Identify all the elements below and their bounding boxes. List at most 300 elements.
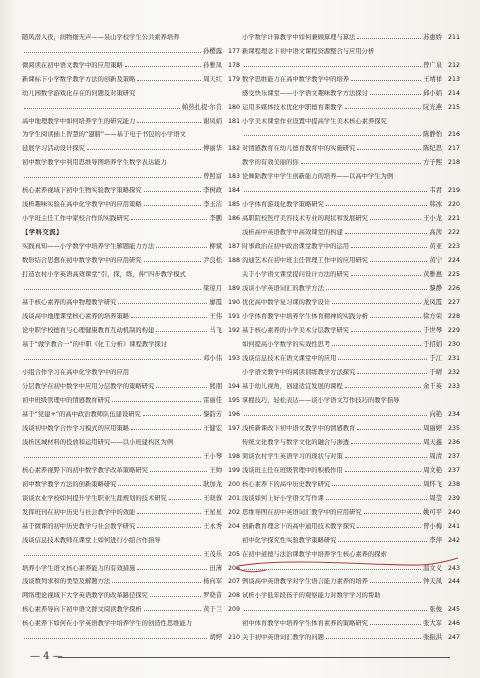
toc-entry-title: 优化高中数学复习课的教学设计: [242, 299, 331, 307]
leader-dots: [326, 205, 428, 206]
toc-entry-title: 基于核心素养的小学美术分层教学研究: [242, 327, 350, 335]
toc-entry-title: 如何提高小学数学的实效性思考: [242, 341, 331, 348]
toc-entry-title: 核心素养下的高中历史教学研究: [242, 480, 331, 488]
toc-entry: [242, 463, 460, 474]
leader-dots: [156, 247, 207, 248]
toc-entry-page: 202: [227, 508, 240, 516]
toc-entry-author: 余千英: [423, 382, 442, 390]
toc-entry: [242, 337, 460, 348]
leader-dots: [332, 345, 421, 346]
toc-entry: [242, 44, 460, 55]
toc-entry: [242, 407, 460, 418]
toc-entry-page: 209: [227, 606, 240, 614]
toc-entry-author: 王小龙: [423, 215, 442, 223]
leader-dots: [112, 401, 201, 402]
toc-entry: [242, 519, 460, 530]
toc-entry-title: 高中地理教学中如何培养学生的研究能力: [22, 117, 136, 125]
toc-entry-page: 177: [227, 47, 240, 55]
toc-entry-author: 王星星: [203, 508, 222, 516]
toc-entry-author: 周清: [429, 452, 442, 460]
toc-entry-page: 199: [227, 466, 240, 474]
toc-entry-title: 时事政治在初中政治课堂教学中的运用: [242, 243, 350, 251]
leader-dots: [370, 261, 427, 262]
toc-entry: [242, 170, 460, 181]
leader-dots: [156, 387, 207, 388]
toc-entry-page: 230: [447, 341, 460, 348]
toc-entry-page: 241: [447, 522, 460, 530]
toc-entry-author: 邓小伟: [203, 354, 222, 362]
toc-entry-title: 在初中道德与法治课教学中培养学生核心素养的探索: [242, 550, 387, 558]
toc-entry-author: 张大军: [423, 620, 442, 628]
toc-entry-author: 黄于兰: [203, 606, 222, 614]
toc-entry-title: 初中数学教学中利用思维导图培养学生数学表达能力: [22, 159, 167, 167]
leader-dots: [357, 149, 421, 150]
toc-entry-author: 田薄: [209, 564, 222, 572]
toc-entry-author: 周文艳: [423, 466, 442, 474]
leader-dots: [144, 205, 201, 206]
toc-entry: [22, 198, 240, 209]
toc-entry-title: 浅谈班主任在班级管理中的积极作用: [242, 466, 343, 474]
toc-entry: [242, 449, 460, 460]
leader-dots: [326, 289, 428, 290]
toc-entry-title: 基于微课的初中历史教学与社会教学研究: [22, 522, 136, 530]
toc-entry: [22, 547, 240, 558]
leader-dots: [137, 569, 207, 570]
toc-entry-title: 【学科交流】: [22, 229, 63, 237]
toc-entry: [242, 267, 460, 278]
leader-dots: [345, 108, 421, 109]
toc-entry: [242, 379, 460, 390]
leader-dots: [345, 457, 428, 458]
toc-entry-author: 姚可平: [423, 508, 442, 516]
leader-dots: [370, 624, 421, 625]
leader-dots: [131, 317, 207, 318]
toc-entry-author: 龙凤霞: [423, 299, 442, 307]
toc-entry: [242, 58, 460, 69]
leader-dots: [24, 177, 201, 178]
toc-entry-author: 张俊: [429, 606, 442, 614]
toc-entry-page: 205: [227, 550, 240, 558]
toc-entry-author: 于晴: [429, 368, 442, 376]
leader-dots: [338, 541, 427, 542]
toc-entry-author: 李萍: [429, 536, 442, 544]
toc-entry-title: 浅析趣味实验在高中化学教学中的应用策略: [22, 201, 142, 209]
toc-entry-page: 211: [447, 33, 460, 41]
leader-dots: [357, 527, 421, 528]
leader-dots: [351, 247, 427, 248]
toc-entry-author: 曾广泉: [423, 61, 442, 69]
toc-entry: [22, 323, 240, 334]
leader-dots: [125, 66, 201, 67]
toc-entry-page: 223: [447, 243, 460, 251]
toc-entry-title: 关于初中英语词汇教学的问题: [242, 634, 324, 642]
toc-entry: [242, 72, 460, 83]
toc-entry-title: 浅谈小学英语词汇的教学方法: [242, 285, 324, 293]
toc-entry-title: 初中数学教学方法的创新策略研究: [22, 480, 117, 488]
toc-entry-author: 周天红: [203, 75, 222, 83]
toc-entry-page: 214: [447, 89, 460, 97]
toc-entry-author: 高茜: [429, 229, 442, 237]
toc-entry: [242, 240, 460, 251]
toc-entry-page: 218: [447, 159, 460, 167]
toc-entry-title: 传统文化教学与数学文化的融合与渗透: [242, 438, 350, 446]
toc-entry-page: 238: [447, 480, 460, 488]
toc-entry: [242, 309, 460, 320]
leader-dots: [326, 638, 421, 639]
toc-entry: [22, 561, 240, 572]
toc-entry-page: 217: [447, 145, 460, 153]
toc-entry: [22, 435, 240, 446]
toc-entry: [22, 589, 240, 600]
handwritten-underline-mark: [232, 548, 464, 578]
toc-entry: [242, 533, 460, 544]
toc-entry-page: 215: [447, 103, 460, 111]
toc-entry: [22, 184, 240, 195]
toc-entry-title: 基于“做学教合一”的中职《化工分析》课程教学探讨: [22, 341, 168, 348]
toc-entry-author: 韩冰: [429, 201, 442, 209]
toc-entry-author: 王健宏: [203, 424, 222, 432]
toc-entry-page: 237: [447, 466, 460, 474]
toc-entry-page: 180: [227, 103, 240, 111]
toc-entry: [242, 421, 460, 432]
toc-entry: [22, 421, 240, 432]
toc-entry-title: 运用多媒体技术优化中职德育课教学: [242, 103, 343, 111]
toc-entry-title: 浅析高中英语教学中高效课堂的构建: [242, 229, 343, 237]
toc-entry-page: 245: [447, 606, 460, 614]
toc-entry-title: 为学生阅读插上智慧的“翅膀”——基于电子书包的小学语文: [22, 131, 186, 139]
toc-entry: [22, 142, 240, 153]
toc-entry-author: 黎韵芳: [203, 410, 222, 418]
toc-entry-title: 实践真知——小学数学中培养学生解题能力方法: [22, 243, 155, 251]
toc-entry: [242, 100, 460, 111]
toc-entry: [242, 295, 460, 306]
leader-dots: [24, 457, 201, 458]
toc-entry-title: 小学数学计算教学中如何兼顾算理与算法: [242, 33, 356, 41]
toc-entry-page: 182: [227, 145, 240, 153]
leader-dots: [370, 582, 421, 583]
toc-entry-title: 关于小学语文课堂提问设计方法的研究: [242, 271, 350, 279]
toc-entry: [22, 533, 240, 544]
leader-dots: [169, 499, 201, 500]
toc-entry-title: 幼儿园数学游戏化存在的问题及对策研究: [22, 89, 136, 97]
leader-dots: [137, 527, 201, 528]
toc-entry-title: 核心素养视域下初中生物实验教学策略探究: [22, 187, 142, 195]
toc-entry: [22, 617, 240, 628]
toc-entry-author: 李树政: [203, 187, 222, 195]
toc-entry-page: 193: [227, 354, 240, 362]
toc-entry-page: 212: [447, 61, 460, 69]
toc-entry-author: 张振洪: [423, 634, 442, 642]
toc-entry-title: 微阅读在初中语文教学中的应用策略: [22, 61, 123, 69]
toc-entry-title: 浅谈初中数学合作学习模式的应用策略: [22, 424, 130, 432]
toc-entry: [242, 477, 460, 488]
toc-entry: [22, 170, 240, 181]
toc-entry-title: 浅析区城材料的投放和运用研究——以小班建构区为例: [22, 438, 174, 446]
toc-entry-author: 周天鑫: [423, 438, 442, 446]
toc-entry: [242, 254, 460, 265]
leader-dots: [137, 513, 201, 514]
toc-entry-author: 李玉洁: [203, 201, 222, 209]
toc-entry-page: 243: [447, 564, 460, 572]
leader-dots: [357, 373, 427, 374]
toc-entry-title: 对情感教育在幼儿德育教育中的实施研究: [242, 145, 356, 153]
leader-dots: [118, 303, 207, 304]
toc-entry-page: 185: [227, 201, 240, 209]
toc-entry-page: 198: [227, 452, 240, 460]
toc-entry-title: 高职院校医疗美容技术专业的现状和发展研究: [242, 215, 368, 223]
toc-entry: [242, 198, 460, 209]
toc-entry: [22, 44, 240, 55]
toc-entry: [22, 575, 240, 586]
leader-dots: [370, 94, 421, 95]
toc-entry: [242, 128, 460, 139]
toc-entry-page: 225: [447, 271, 460, 279]
toc-entry-author: 孙樱露: [203, 47, 222, 55]
toc-entry-author: 谢凤娟: [203, 117, 222, 125]
toc-entry: [22, 128, 240, 139]
leader-dots: [24, 108, 180, 109]
toc-entry-author: 苏惠娇: [423, 33, 442, 41]
toc-entry-title: 掌握技巧，轻松表达——谈小学语文写作技巧的教学指导: [242, 396, 400, 404]
toc-entry: [22, 267, 240, 278]
toc-entry-author: 梁琼月: [203, 285, 222, 293]
toc-entry-page: 224: [447, 257, 460, 265]
toc-entry-author: 周莹: [429, 494, 442, 502]
toc-entry-author: 王靖祥: [423, 75, 442, 83]
toc-entry-page: 179: [227, 75, 240, 83]
toc-entry: [22, 58, 240, 69]
leader-dots: [144, 191, 201, 192]
leader-dots: [345, 387, 421, 388]
toc-entry: [242, 603, 460, 614]
toc-entry-page: 226: [447, 285, 460, 293]
toc-entry-author: 黄雅惠: [423, 271, 442, 279]
toc-entry-title: 随风潜入夜，润物细无声——泉山学校学生公共素养培养: [22, 33, 180, 41]
leader-dots: [244, 66, 421, 67]
toc-entry: [242, 184, 460, 195]
leader-dots: [131, 219, 207, 220]
toc-entry: [22, 407, 240, 418]
toc-entry-title: 数学思维能力在高中数学教学中的培养: [242, 75, 350, 83]
toc-entry: [242, 351, 460, 362]
toc-entry-title: 初中体育教学中培养学生体育素养的策略研究: [242, 620, 368, 628]
leader-dots: [357, 429, 421, 430]
leader-dots: [24, 289, 201, 290]
toc-entry-title: 小学体育游戏化教学策略研究: [242, 201, 324, 209]
toc-entry: [22, 86, 240, 97]
leader-dots: [244, 415, 427, 416]
toc-entry: [22, 463, 240, 474]
toc-entry: [22, 505, 240, 516]
leader-dots: [150, 596, 201, 597]
toc-entry-title: 基于幼儿视角，创建适宜发展的课程: [242, 382, 343, 390]
toc-entry-page: 236: [447, 438, 460, 446]
leader-dots: [24, 638, 207, 639]
toc-entry-author: 陈静怡: [423, 131, 442, 139]
toc-entry-page: 181: [227, 117, 240, 125]
toc-entry-page: 233: [447, 382, 460, 390]
leader-dots: [332, 485, 421, 486]
toc-entry: [22, 156, 240, 167]
leader-dots: [137, 80, 201, 81]
toc-entry-author: 王小琴: [203, 452, 222, 460]
toc-entry-title: 网络理论视域下大学英语教学的改革路径探究: [22, 592, 148, 600]
toc-entry-page: 229: [447, 327, 460, 335]
toc-entry-author: 周丽婷: [423, 424, 442, 432]
toc-entry: [22, 519, 240, 530]
toc-entry-title: 新课标下小学数学教学方法的创新及策略: [22, 75, 136, 83]
toc-entry: [22, 365, 240, 376]
toc-entry-title: 核心素养下如何在小学英语教学中培养学生的创造性思维能力: [22, 620, 193, 628]
leader-dots: [370, 317, 421, 318]
toc-entry-title: 浅析新课改下初中语文教学中的情感教育: [242, 424, 356, 432]
toc-entry-page: 191: [227, 313, 240, 321]
toc-entry-author: 于世琴: [423, 327, 442, 335]
toc-entry-page: 200: [227, 480, 240, 488]
toc-entry-title: 分层教学在初中数学中应用分层教学的策略研究: [22, 382, 155, 390]
toc-entry-author: 柳斌: [209, 243, 222, 251]
toc-entry-page: 222: [447, 229, 460, 237]
leader-dots: [351, 80, 421, 81]
toc-entry: [242, 156, 460, 167]
toc-entry: [22, 631, 240, 642]
toc-entry-title: 小学班主任工作中家校合作的实践研究: [22, 215, 130, 223]
footer-rule: [58, 657, 450, 658]
toc-entry-page: 195: [227, 396, 240, 404]
leader-dots: [131, 429, 201, 430]
toc-entry-page: 192: [227, 327, 240, 335]
toc-entry-page: 210: [227, 634, 240, 642]
toc-entry-title: 核心素养视野下的初中数学教学改革策略研究: [22, 466, 148, 474]
toc-entry-page: 194: [227, 382, 240, 390]
toc-entry-page: 197: [227, 424, 240, 432]
leader-dots: [144, 610, 201, 611]
toc-entry-page: 201: [227, 494, 240, 502]
toc-entry-title: 例谈高中英语教学对学生语言能力素养的培养: [242, 578, 368, 586]
toc-entry: [22, 281, 240, 292]
toc-entry-page: 213: [447, 75, 460, 83]
toc-entry-author: 向艳: [429, 410, 442, 418]
toc-entry: [242, 365, 460, 376]
leader-dots: [370, 219, 421, 220]
toc-entry-author: 王伟: [209, 313, 222, 321]
toc-entry: [242, 491, 460, 502]
toc-entry-page: 190: [227, 299, 240, 307]
toc-entry-title: 浅谈如何上好小学语文写作课: [242, 494, 324, 502]
toc-entry-title: 新课程理念下初中语文课程资源整合与应用分析: [242, 47, 375, 55]
toc-entry-author: 周怀飞: [423, 480, 442, 488]
toc-entry-title: 教学的有效美丽的你: [242, 159, 299, 167]
toc-entry-page: 231: [447, 354, 460, 362]
toc-entry-title: 初中班级管理中的情感教育研究: [22, 396, 111, 404]
toc-entry-page: 220: [447, 201, 460, 209]
toc-entry-page: 232: [447, 368, 460, 376]
leader-dots: [351, 331, 421, 332]
toc-entry-title: 思维导图在初中英语词汇教学中的应用研究: [242, 508, 362, 516]
toc-entry-title: 基于“党建+”的高中政治教师队伍建设研究: [22, 410, 141, 418]
toc-entry-title: 论舞蹈教学中学生创新能力的培养——以高中学生为例: [242, 173, 394, 181]
leader-dots: [150, 471, 207, 472]
toc-entry-page: 188: [227, 257, 240, 265]
toc-entry: [242, 631, 460, 642]
toc-entry-author: 陈纪思: [423, 145, 442, 153]
toc-entry-title: 浅谈信息技术在语文课堂中的应用: [242, 354, 337, 362]
toc-entry-page: 235: [447, 424, 460, 432]
toc-entry-author: 黎静: [429, 285, 442, 293]
leader-dots: [24, 52, 201, 53]
toc-entry-page: 183: [227, 173, 240, 181]
toc-entry-author: 傅丽华: [203, 145, 222, 153]
toc-entry: [242, 393, 460, 404]
toc-entry-title: 发挥班刊在初中历史与社会教学中的效能: [22, 508, 136, 516]
toc-entry-author: 李鹏: [209, 215, 222, 223]
toc-entry-page: 207: [227, 578, 240, 586]
toc-entry-page: 204: [227, 522, 240, 530]
toc-entry: [22, 254, 240, 265]
toc-entry-author: 耿加龙: [203, 480, 222, 488]
toc-entry: [242, 323, 460, 334]
toc-entry-author: 王晓蓉: [203, 494, 222, 502]
toc-entry-author: 于招娟: [423, 341, 442, 348]
toc-entry-author: 孙雅凤: [203, 61, 222, 69]
leader-dots: [351, 275, 421, 276]
toc-section-heading: [22, 226, 240, 237]
toc-entry-author: 熊朋: [209, 382, 222, 390]
toc-entry-title: 小学语文教学中的阅读训练教学方法探究: [242, 368, 356, 376]
leader-dots: [301, 163, 421, 164]
toc-entry-page: 219: [447, 187, 460, 195]
toc-entry-page: 186: [227, 215, 240, 223]
toc-entry-author: 邱小娟: [423, 89, 442, 97]
toc-entry-author: 阮光燕: [423, 103, 442, 111]
toc-entry: [22, 309, 240, 320]
toc-entry-author: 马飞: [209, 327, 222, 335]
toc-entry-title: 初中化学探究性实验教学策略研究: [242, 536, 337, 544]
toc-entry-page: 208: [227, 592, 240, 600]
toc-entry: [22, 491, 240, 502]
toc-entry-page: 239: [447, 494, 460, 502]
toc-entry-title: 小学美术课堂作业设置中提高学生美术核心素养探究: [242, 117, 387, 125]
toc-entry-title: 感受快乐课堂——小学语文趣味教学方法探讨: [242, 89, 368, 97]
leader-dots: [345, 471, 421, 472]
toc-entry-author: 徐方荣: [423, 313, 442, 321]
toc-entry: [22, 393, 240, 404]
leader-dots: [332, 303, 421, 304]
toc-entry-title: 简谈农村学生英语学习的现状与对策: [242, 452, 343, 460]
toc-entry-author: 王茂乐: [203, 550, 222, 558]
toc-entry-author: 方子熙: [423, 159, 442, 167]
toc-entry: [22, 379, 240, 390]
leader-dots: [357, 38, 421, 39]
toc-entry-page: 221: [447, 215, 460, 223]
toc-entry-page: 247: [447, 634, 460, 642]
toc-entry-author: 帕热扎提·尔肯: [182, 103, 222, 111]
toc-entry-author: 廖霞: [209, 299, 222, 307]
toc-entry-author: 王永秀: [203, 522, 222, 530]
toc-entry-title: 创新教育理念下的高中通用技术教学探究: [242, 522, 356, 530]
toc-entry: [242, 86, 460, 97]
toc-entry: [22, 337, 240, 348]
toc-entry-title: 浅谈高中地理课堂核心素养的培养策略: [22, 313, 130, 321]
leader-dots: [112, 582, 201, 583]
toc-entry: [242, 617, 460, 628]
toc-entry: [242, 435, 460, 446]
toc-entry: [22, 449, 240, 460]
leader-dots: [364, 513, 421, 514]
toc-entry-title: 小组合作学习在高中化学教学中的应用: [22, 368, 130, 376]
toc-entry-page: 234: [447, 410, 460, 418]
leader-dots: [326, 499, 428, 500]
